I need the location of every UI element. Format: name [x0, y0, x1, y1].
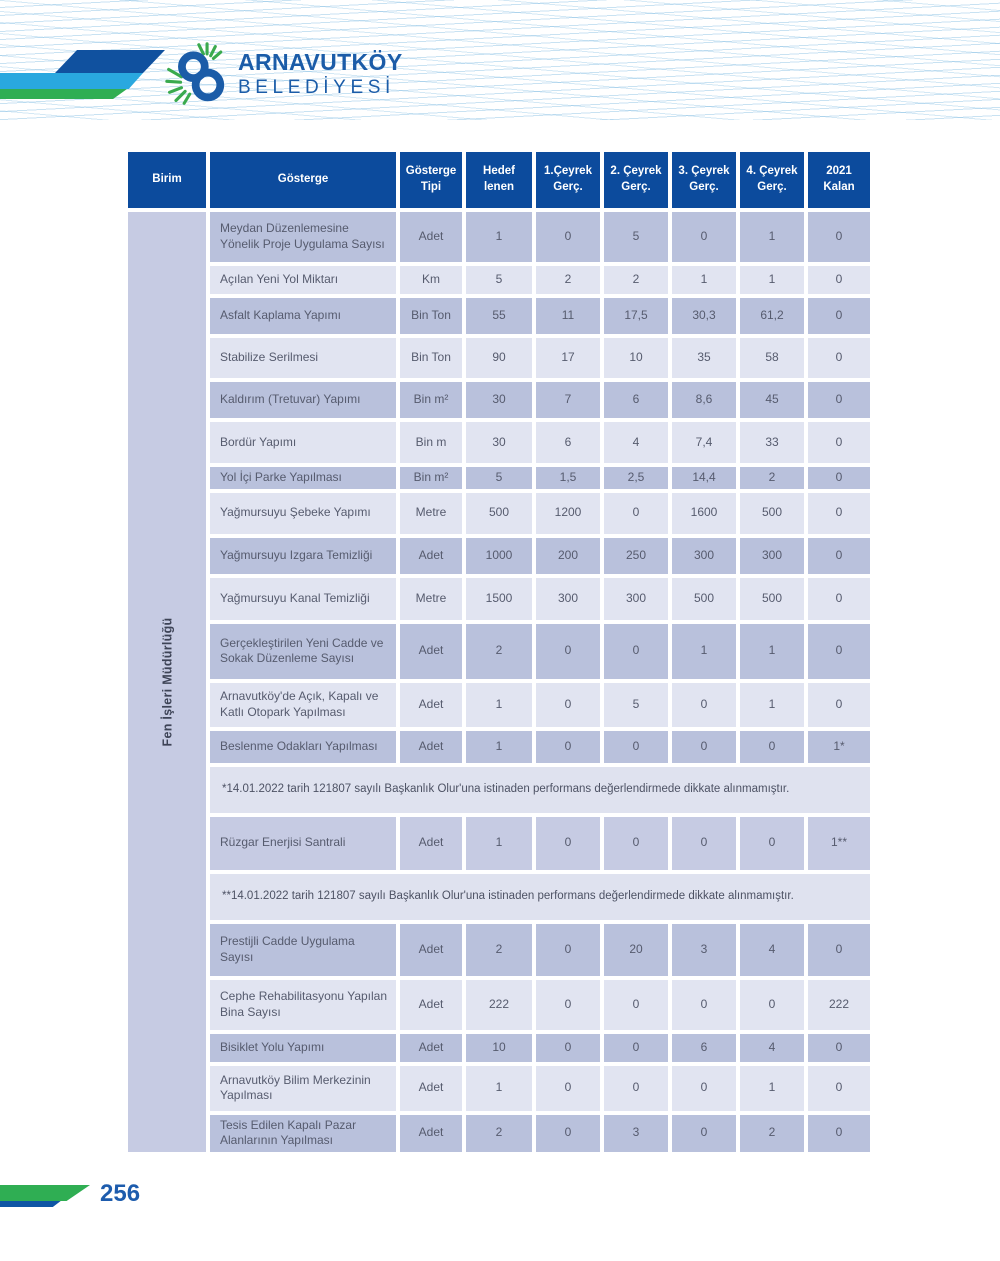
value-cell: 7 [536, 382, 600, 418]
indicator-label-cell: Yağmursuyu Şebeke Yapımı [210, 493, 396, 534]
value-cell: 11 [536, 298, 600, 334]
indicator-label-cell: Yağmursuyu Izgara Temizliği [210, 538, 396, 574]
value-cell: 222 [808, 980, 870, 1030]
table-row [210, 683, 870, 727]
column-header-gosterge-tipi: Gösterge Tipi [400, 152, 462, 208]
value-cell: 0 [808, 382, 870, 418]
value-cell: 0 [672, 683, 736, 727]
unit-column-cell [128, 212, 206, 1152]
value-cell: 0 [808, 1034, 870, 1062]
indicator-label-cell: Arnavutköy'de Açık, Kapalı ve Katlı Otopark Yapılması [210, 683, 396, 727]
indicator-type-cell: Bin m [400, 422, 462, 463]
column-header-birim: Birim [128, 152, 206, 208]
indicator-type-cell: Adet [400, 1034, 462, 1062]
value-cell: 1 [466, 683, 532, 727]
table-row [210, 980, 870, 1030]
value-cell: 300 [604, 578, 668, 620]
value-cell: 1 [466, 731, 532, 763]
indicator-label-cell: Yağmursuyu Kanal Temizliği [210, 578, 396, 620]
indicator-type-cell: Adet [400, 212, 462, 262]
value-cell: 14,4 [672, 467, 736, 489]
unit-label: Fen İşleri Müdürlüğü [160, 617, 175, 747]
value-cell: 10 [604, 338, 668, 378]
value-cell: 0 [536, 1034, 600, 1062]
value-cell: 6 [604, 382, 668, 418]
value-cell: 5 [466, 467, 532, 489]
value-cell: 45 [740, 382, 804, 418]
header-stripe-green [0, 89, 127, 99]
value-cell: 0 [740, 731, 804, 763]
value-cell: 0 [808, 298, 870, 334]
table-row [210, 1034, 870, 1062]
table-row [210, 538, 870, 574]
value-cell: 0 [808, 1115, 870, 1152]
column-header-ceyrek-4: 4. Çeyrek Gerç. [740, 152, 804, 208]
indicator-type-cell: Adet [400, 1115, 462, 1152]
table-row [210, 382, 870, 418]
indicator-label-cell: Yol İçi Parke Yapılması [210, 467, 396, 489]
value-cell: 0 [808, 578, 870, 620]
header-decoration-band [0, 0, 1000, 120]
value-cell: 0 [604, 493, 668, 534]
value-cell: 0 [672, 817, 736, 870]
table-rows [210, 212, 870, 1152]
indicator-label-cell: Kaldırım (Tretuvar) Yapımı [210, 382, 396, 418]
indicator-label-cell: Cephe Rehabilitasyonu Yapılan Bina Sayısı [210, 980, 396, 1030]
value-cell: 1 [466, 212, 532, 262]
value-cell: 2 [466, 1115, 532, 1152]
indicator-type-cell: Km [400, 266, 462, 294]
indicator-type-cell: Adet [400, 624, 462, 679]
indicator-type-cell: Adet [400, 538, 462, 574]
value-cell: 1 [740, 1066, 804, 1111]
logo-text [238, 51, 403, 96]
value-cell: 2 [466, 924, 532, 976]
value-cell: 1* [808, 731, 870, 763]
value-cell: 300 [672, 538, 736, 574]
value-cell: 0 [808, 683, 870, 727]
value-cell: 17,5 [604, 298, 668, 334]
indicator-type-cell: Adet [400, 683, 462, 727]
value-cell: 0 [740, 980, 804, 1030]
value-cell: 0 [536, 1066, 600, 1111]
value-cell: 0 [604, 731, 668, 763]
value-cell: 500 [740, 578, 804, 620]
table-row [210, 624, 870, 679]
indicator-type-cell: Adet [400, 731, 462, 763]
value-cell: 0 [808, 624, 870, 679]
table-row [210, 1066, 870, 1111]
value-cell: 5 [604, 683, 668, 727]
column-header-ceyrek-2: 2. Çeyrek Gerç. [604, 152, 668, 208]
value-cell: 200 [536, 538, 600, 574]
value-cell: 55 [466, 298, 532, 334]
value-cell: 300 [740, 538, 804, 574]
value-cell: 30 [466, 382, 532, 418]
table-row [210, 924, 870, 976]
value-cell: 61,2 [740, 298, 804, 334]
value-cell: 2 [740, 1115, 804, 1152]
table-row [210, 578, 870, 620]
value-cell: 20 [604, 924, 668, 976]
table-row [210, 212, 870, 262]
table-row [210, 266, 870, 294]
value-cell: 2,5 [604, 467, 668, 489]
value-cell: 0 [672, 980, 736, 1030]
value-cell: 3 [672, 924, 736, 976]
value-cell: 90 [466, 338, 532, 378]
header-stripe-darkblue [55, 50, 165, 73]
value-cell: 0 [672, 1066, 736, 1111]
value-cell: 2 [740, 467, 804, 489]
indicator-type-cell: Adet [400, 980, 462, 1030]
value-cell: 2 [466, 624, 532, 679]
value-cell: 4 [604, 422, 668, 463]
value-cell: 250 [604, 538, 668, 574]
footnote-text: *14.01.2022 tarih 121807 sayılı Başkanlık Olur'una istinaden performans değerlendirmede dikkate alınmamıştır. [210, 767, 870, 813]
value-cell: 1 [740, 624, 804, 679]
value-cell: 0 [536, 624, 600, 679]
value-cell: 0 [536, 817, 600, 870]
footer-stripe-green [0, 1185, 90, 1201]
indicator-type-cell: Metre [400, 493, 462, 534]
table-row [210, 467, 870, 489]
indicator-type-cell: Bin Ton [400, 298, 462, 334]
header-stripe-cyan [0, 73, 143, 89]
value-cell: 4 [740, 924, 804, 976]
value-cell: 1 [740, 266, 804, 294]
indicator-label-cell: Bisiklet Yolu Yapımı [210, 1034, 396, 1062]
value-cell: 1000 [466, 538, 532, 574]
value-cell: 300 [536, 578, 600, 620]
indicator-label-cell: Tesis Edilen Kapalı Pazar Alanlarının Yapılması [210, 1115, 396, 1152]
value-cell: 0 [808, 266, 870, 294]
value-cell: 0 [536, 731, 600, 763]
value-cell: 0 [808, 924, 870, 976]
table-row [210, 338, 870, 378]
indicator-type-cell: Adet [400, 1066, 462, 1111]
indicator-type-cell: Bin m² [400, 467, 462, 489]
column-header-ceyrek-1: 1.Çeyrek Gerç. [536, 152, 600, 208]
logo-subtitle: BELEDİYESİ [238, 76, 395, 98]
value-cell: 0 [536, 980, 600, 1030]
value-cell: 0 [604, 817, 668, 870]
indicator-label-cell: Beslenme Odakları Yapılması [210, 731, 396, 763]
table-row [210, 298, 870, 334]
indicator-type-cell: Metre [400, 578, 462, 620]
value-cell: 0 [672, 212, 736, 262]
value-cell: 0 [536, 212, 600, 262]
logo-mark-icon [165, 42, 229, 106]
value-cell: 1 [740, 212, 804, 262]
value-cell: 30,3 [672, 298, 736, 334]
column-header-ceyrek-3: 3. Çeyrek Gerç. [672, 152, 736, 208]
page-number: 256 [100, 1180, 141, 1207]
indicator-label-cell: Bordür Yapımı [210, 422, 396, 463]
value-cell: 0 [740, 817, 804, 870]
performance-indicators-table [128, 152, 870, 1152]
table-row [210, 1115, 870, 1152]
table-row [210, 493, 870, 534]
footnote-text: **14.01.2022 tarih 121807 sayılı Başkanlık Olur'una istinaden performans değerlendirmede dikkate alınmamıştır. [210, 874, 870, 920]
indicator-label-cell: Gerçekleştirilen Yeni Cadde ve Sokak Düzenleme Sayısı [210, 624, 396, 679]
value-cell: 1,5 [536, 467, 600, 489]
table-body [128, 212, 870, 1152]
indicator-type-cell: Bin m² [400, 382, 462, 418]
indicator-type-cell: Bin Ton [400, 338, 462, 378]
value-cell: 10 [466, 1034, 532, 1062]
table-row [210, 422, 870, 463]
indicator-type-cell: Adet [400, 817, 462, 870]
value-cell: 17 [536, 338, 600, 378]
value-cell: 7,4 [672, 422, 736, 463]
value-cell: 1 [740, 683, 804, 727]
value-cell: 0 [808, 338, 870, 378]
value-cell: 0 [808, 1066, 870, 1111]
value-cell: 0 [672, 731, 736, 763]
value-cell: 0 [808, 212, 870, 262]
value-cell: 0 [672, 1115, 736, 1152]
value-cell: 1 [466, 1066, 532, 1111]
table-row [210, 731, 870, 763]
value-cell: 1500 [466, 578, 532, 620]
indicator-label-cell: Stabilize Serilmesi [210, 338, 396, 378]
value-cell: 0 [808, 467, 870, 489]
value-cell: 6 [672, 1034, 736, 1062]
value-cell: 0 [604, 624, 668, 679]
indicator-label-cell: Meydan Düzenlemesine Yönelik Proje Uygulama Sayısı [210, 212, 396, 262]
value-cell: 1** [808, 817, 870, 870]
column-header-kalan-2021: 2021 Kalan [808, 152, 870, 208]
logo-title: ARNAVUTKÖY [238, 49, 403, 76]
indicator-label-cell: Rüzgar Enerjisi Santrali [210, 817, 396, 870]
value-cell: 500 [740, 493, 804, 534]
value-cell: 0 [536, 924, 600, 976]
value-cell: 3 [604, 1115, 668, 1152]
value-cell: 1 [466, 817, 532, 870]
column-header-hedeflenen: Hedef lenen [466, 152, 532, 208]
value-cell: 0 [604, 1034, 668, 1062]
value-cell: 5 [604, 212, 668, 262]
value-cell: 0 [808, 493, 870, 534]
value-cell: 2 [536, 266, 600, 294]
indicator-label-cell: Asfalt Kaplama Yapımı [210, 298, 396, 334]
value-cell: 35 [672, 338, 736, 378]
value-cell: 0 [604, 980, 668, 1030]
value-cell: 1 [672, 266, 736, 294]
column-header-gosterge: Gösterge [210, 152, 396, 208]
footnote-row [210, 767, 870, 813]
table-header-row [128, 152, 870, 208]
value-cell: 6 [536, 422, 600, 463]
indicator-type-cell: Adet [400, 924, 462, 976]
value-cell: 5 [466, 266, 532, 294]
value-cell: 0 [808, 538, 870, 574]
value-cell: 222 [466, 980, 532, 1030]
value-cell: 33 [740, 422, 804, 463]
value-cell: 2 [604, 266, 668, 294]
footnote-row [210, 874, 870, 920]
value-cell: 0 [536, 1115, 600, 1152]
value-cell: 1200 [536, 493, 600, 534]
value-cell: 500 [466, 493, 532, 534]
value-cell: 0 [808, 422, 870, 463]
indicator-label-cell: Açılan Yeni Yol Miktarı [210, 266, 396, 294]
value-cell: 1 [672, 624, 736, 679]
value-cell: 0 [536, 683, 600, 727]
value-cell: 1600 [672, 493, 736, 534]
indicator-label-cell: Arnavutköy Bilim Merkezinin Yapılması [210, 1066, 396, 1111]
municipality-logo [165, 42, 403, 106]
value-cell: 4 [740, 1034, 804, 1062]
indicator-label-cell: Prestijli Cadde Uygulama Sayısı [210, 924, 396, 976]
value-cell: 500 [672, 578, 736, 620]
value-cell: 8,6 [672, 382, 736, 418]
table-row [210, 817, 870, 870]
value-cell: 0 [604, 1066, 668, 1111]
value-cell: 30 [466, 422, 532, 463]
value-cell: 58 [740, 338, 804, 378]
